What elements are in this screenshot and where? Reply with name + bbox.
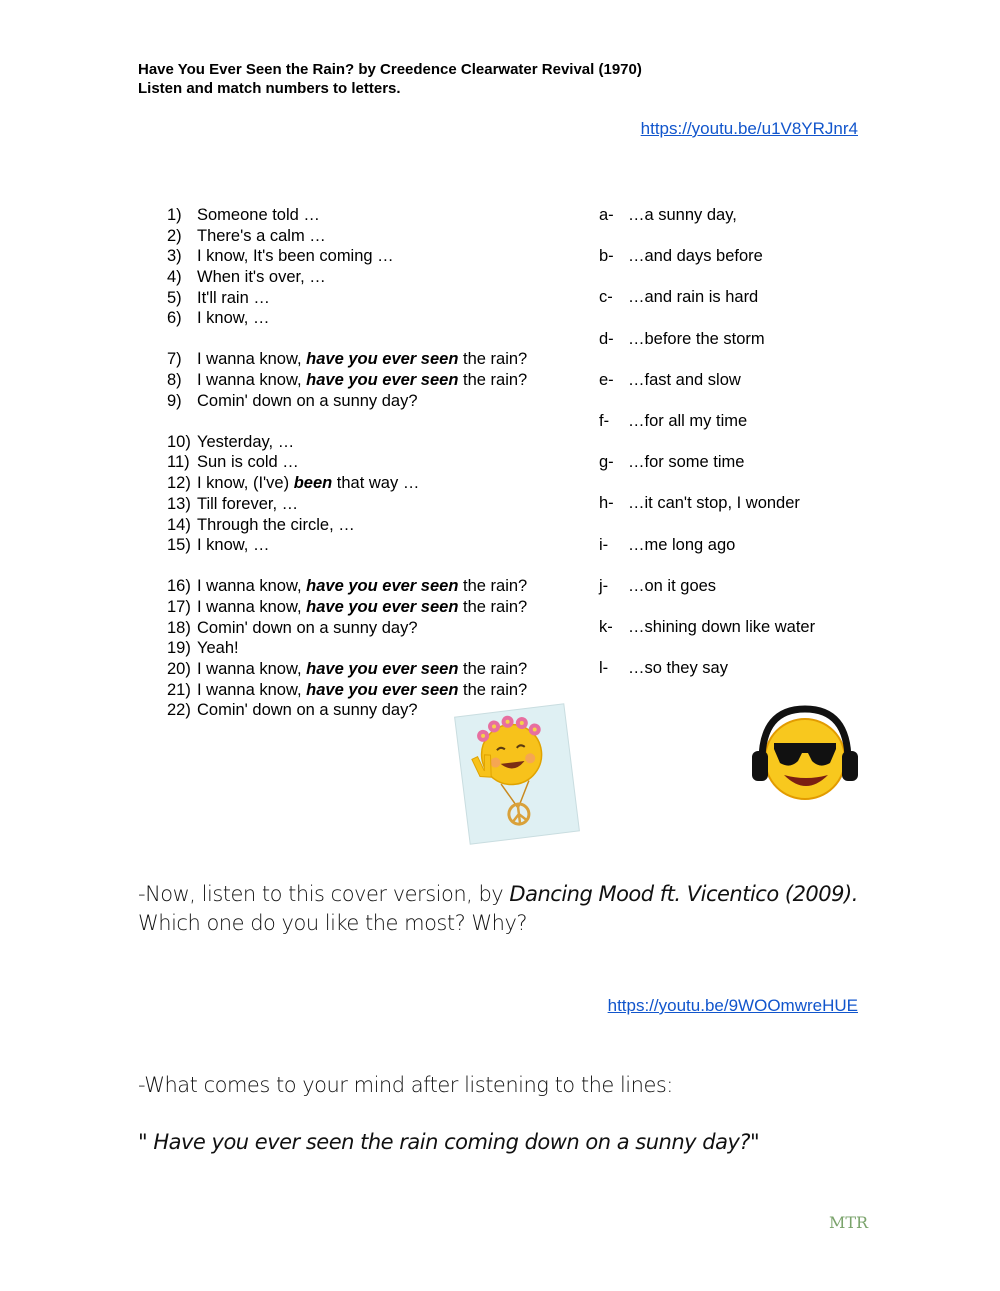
lyric-line — [167, 432, 527, 453]
headphones-emoji-icon — [748, 703, 863, 808]
lyric-emphasis: have you ever seen — [306, 659, 459, 678]
lyric-text: I wanna know, — [197, 659, 307, 678]
lyric-number: 17) — [167, 597, 191, 616]
lyrics-quote: " Have you ever seen the rain coming down on a sunny day?" — [138, 1130, 760, 1154]
lyric-text: Till forever, … — [197, 494, 299, 513]
lyric-number: 19) — [167, 639, 191, 658]
answer-text: …shining down like water — [628, 617, 816, 636]
answer-option — [599, 287, 815, 328]
cover-song-link[interactable]: https://youtu.be/9WOOmwreHUE — [607, 996, 858, 1015]
lyric-number: 11) — [167, 453, 190, 472]
lyric-line — [167, 288, 527, 309]
answer-text: …it can't stop, I wonder — [628, 494, 800, 513]
lyric-text: Comin' down on a sunny day? — [197, 391, 418, 410]
answer-text: …so they say — [628, 659, 728, 678]
cover-version-question: -Now, listen to this cover version, by Dancing Mood ft. Vicentico (2009). — [138, 882, 858, 906]
lyric-number: 16) — [167, 577, 191, 596]
lyric-text: Yesterday, … — [197, 432, 295, 451]
lyric-text: I know, … — [197, 309, 270, 328]
answer-text: …me long ago — [628, 535, 736, 554]
cover-artist: Dancing Mood ft. Vicentico (2009). — [509, 882, 858, 906]
lyric-text-end: that way … — [332, 474, 420, 493]
lyrics-list — [167, 205, 527, 721]
lyric-text-end: the rain? — [458, 597, 528, 616]
lyric-number: 9) — [167, 391, 182, 410]
lyric-text: I wanna know, — [197, 371, 307, 390]
lyric-number: 7) — [167, 350, 182, 369]
worksheet-title: Have You Ever Seen the Rain? by Creedence Clearwater Revival (1970) — [138, 61, 642, 78]
answer-option — [599, 535, 815, 576]
lyric-line — [167, 473, 527, 494]
lyric-text-end: the rain? — [458, 371, 528, 390]
answer-letter: h- — [599, 494, 614, 513]
lines-question: -What comes to your mind after listening to the lines: — [138, 1073, 673, 1097]
answer-option — [599, 205, 815, 246]
answer-option — [599, 411, 815, 452]
answer-option — [599, 329, 815, 370]
lyric-line — [167, 659, 527, 680]
answer-text: …on it goes — [628, 576, 717, 595]
lyric-text-end: the rain? — [458, 577, 528, 596]
lyric-emphasis: have you ever seen — [306, 680, 459, 699]
answer-option — [599, 658, 815, 699]
lyric-line — [167, 226, 527, 247]
answer-text: …fast and slow — [628, 370, 741, 389]
answer-letter: k- — [599, 617, 613, 636]
author-initials: MTR — [829, 1213, 869, 1232]
lyric-text: I know, It's been coming … — [197, 247, 394, 266]
lyric-text: Through the circle, … — [197, 515, 355, 534]
lyric-line — [167, 349, 527, 370]
lyric-text: Comin' down on a sunny day? — [197, 701, 418, 720]
lyric-text: Yeah! — [197, 639, 239, 658]
lyric-line — [167, 515, 527, 536]
answer-letter: b- — [599, 247, 614, 266]
lyric-number: 12) — [167, 474, 191, 493]
answers-list — [599, 205, 815, 699]
answer-option — [599, 576, 815, 617]
lyric-line — [167, 308, 527, 329]
lyric-emphasis: have you ever seen — [306, 350, 459, 369]
lyric-number: 21) — [167, 680, 191, 699]
answer-text: …before the storm — [628, 329, 765, 348]
lyric-number: 2) — [167, 226, 182, 245]
lyric-text: Comin' down on a sunny day? — [197, 618, 418, 637]
lyric-text: I know, … — [197, 536, 270, 555]
lyric-line — [167, 597, 527, 618]
answer-letter: i- — [599, 535, 609, 554]
lyric-text-end: the rain? — [458, 350, 528, 369]
answer-letter: a- — [599, 206, 614, 224]
lyric-number: 5) — [167, 288, 182, 307]
answer-option — [599, 452, 815, 493]
lyric-line — [167, 618, 527, 639]
lyric-line — [167, 370, 527, 391]
lyric-text: I know, (I've) — [197, 474, 294, 493]
hippie-emoji-icon — [452, 702, 582, 847]
lyric-line — [167, 205, 527, 226]
answer-letter: j- — [599, 576, 609, 595]
lyric-line — [167, 246, 527, 267]
lyric-emphasis: been — [293, 474, 333, 493]
lyric-text-end: the rain? — [458, 659, 528, 678]
lyric-emphasis: have you ever seen — [306, 577, 459, 596]
lyric-text: There's a calm … — [197, 226, 326, 245]
lyric-line — [167, 535, 527, 556]
answer-option — [599, 246, 815, 287]
answer-letter: d- — [599, 329, 614, 348]
lyric-number: 6) — [167, 309, 182, 328]
answer-option — [599, 370, 815, 411]
lyric-number: 15) — [167, 536, 191, 555]
answer-text: …and days before — [628, 247, 763, 266]
lyric-line — [167, 391, 527, 412]
lyric-line — [167, 494, 527, 515]
preference-question: Which one do you like the most? Why? — [138, 911, 528, 935]
lyric-number: 13) — [167, 494, 191, 513]
lyric-line — [167, 638, 527, 659]
lyric-text: I wanna know, — [197, 577, 307, 596]
answer-letter: f- — [599, 411, 610, 430]
answer-option — [599, 493, 815, 534]
answer-letter: g- — [599, 453, 614, 472]
lyric-number: 18) — [167, 618, 191, 637]
answer-letter: l- — [599, 659, 609, 678]
answer-text: …and rain is hard — [628, 288, 759, 307]
lyric-line — [167, 452, 527, 473]
lyric-emphasis: have you ever seen — [306, 371, 459, 390]
answer-letter: c- — [599, 288, 613, 307]
lyric-line — [167, 576, 527, 597]
answer-letter: e- — [599, 370, 614, 389]
lyric-number: 20) — [167, 659, 191, 678]
lyric-number: 8) — [167, 371, 182, 390]
lyric-text: Sun is cold … — [197, 453, 299, 472]
lyric-number: 10) — [167, 432, 191, 451]
lyric-text: When it's over, … — [197, 268, 326, 287]
lyric-number: 1) — [167, 206, 182, 224]
lyric-line — [167, 267, 527, 288]
lyric-text-end: the rain? — [458, 680, 528, 699]
lyric-text: I wanna know, — [197, 680, 307, 699]
lyric-text: Someone told … — [197, 206, 320, 224]
lyric-number: 22) — [167, 701, 191, 720]
lyric-text: I wanna know, — [197, 597, 307, 616]
lyric-number: 14) — [167, 515, 191, 534]
lyric-line — [167, 680, 527, 701]
lyric-text: I wanna know, — [197, 350, 307, 369]
answer-option — [599, 617, 815, 658]
answer-text: …a sunny day, — [628, 206, 737, 224]
original-song-link[interactable]: https://youtu.be/u1V8YRJnr4 — [640, 119, 858, 138]
answer-text: …for all my time — [628, 411, 748, 430]
lyric-number: 3) — [167, 247, 182, 266]
worksheet-instruction: Listen and match numbers to letters. — [138, 80, 401, 97]
lyric-emphasis: have you ever seen — [306, 597, 459, 616]
lyric-text: It'll rain … — [197, 288, 270, 307]
lyric-number: 4) — [167, 268, 182, 287]
answer-text: …for some time — [628, 453, 745, 472]
